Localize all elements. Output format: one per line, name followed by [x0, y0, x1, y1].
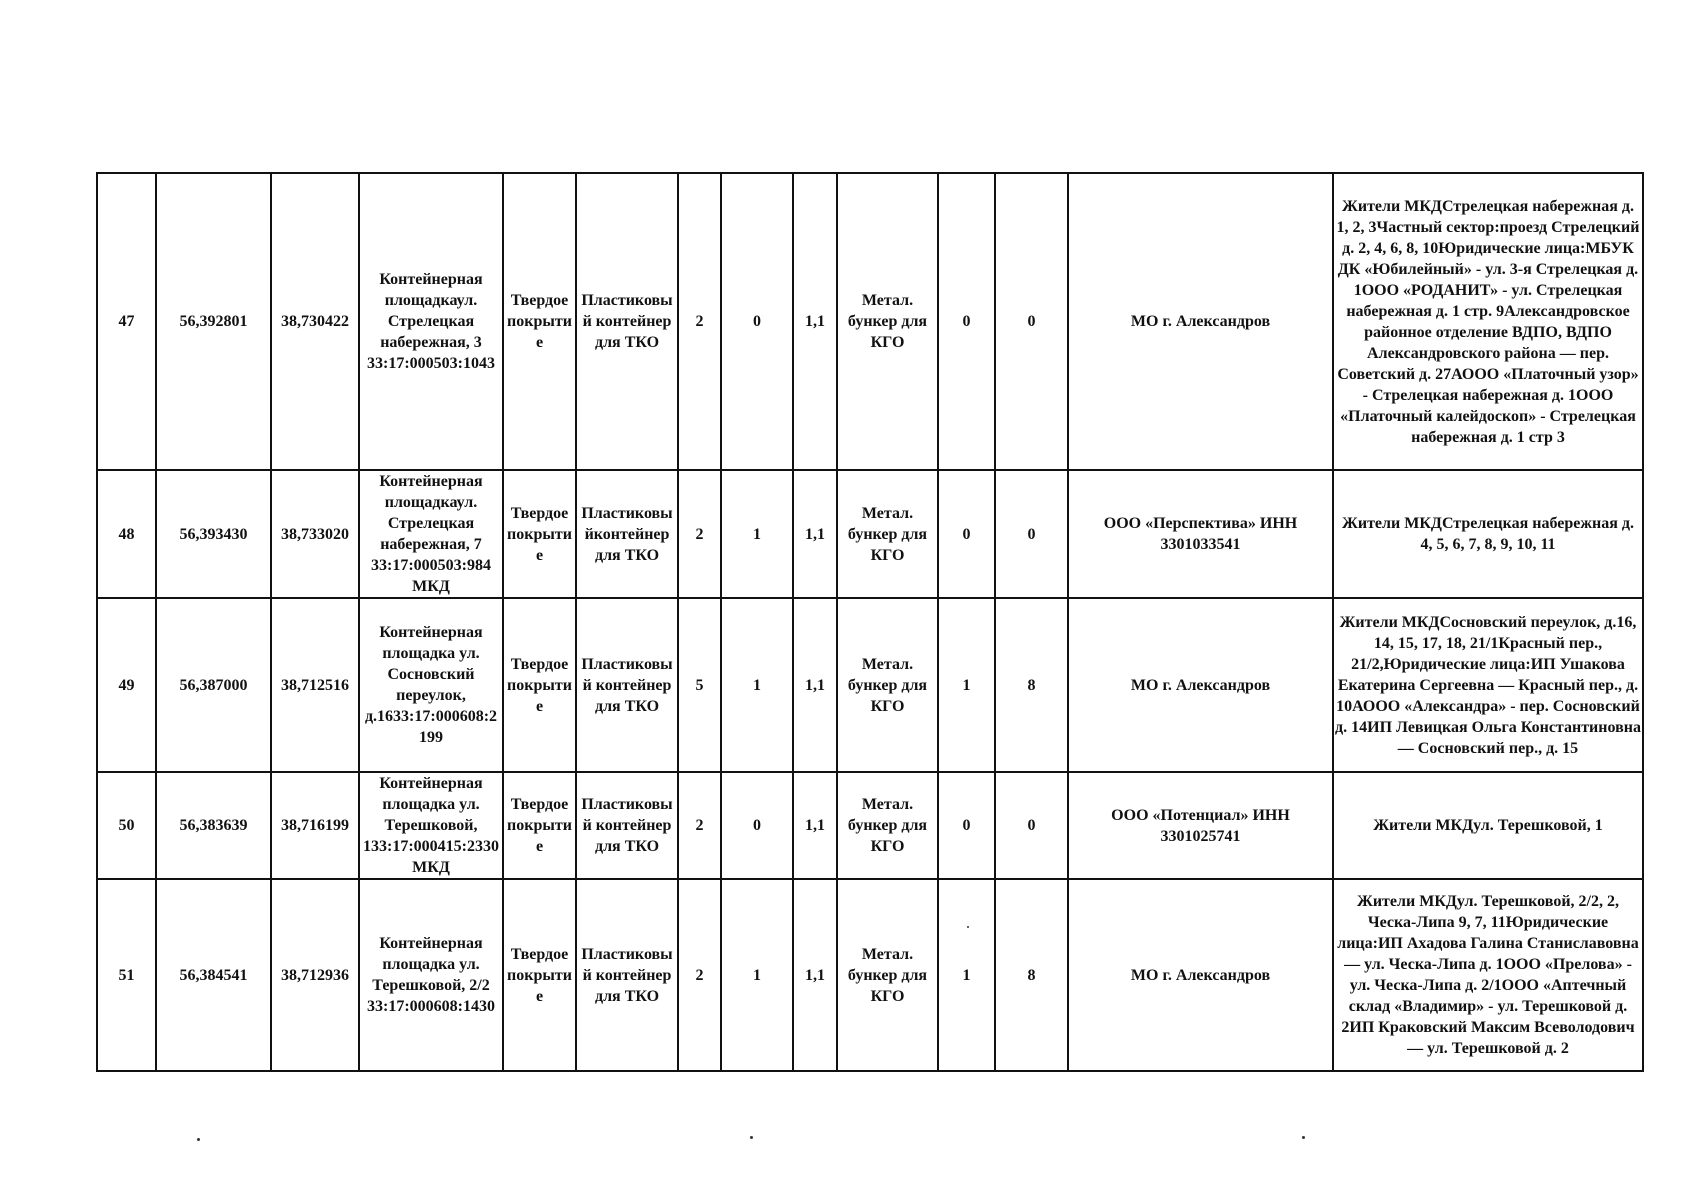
surface-cell: Твердое покрытие	[503, 879, 576, 1071]
bunker-type-cell: Метал. бункер для КГО	[837, 598, 938, 772]
latitude-cell: 56,384541	[156, 879, 271, 1071]
longitude-cell: 38,733020	[271, 470, 359, 598]
container-count-cell: 2	[678, 879, 721, 1071]
volume-cell: 1,1	[793, 772, 837, 879]
surface-cell: Твердое покрытие	[503, 173, 576, 470]
surface-cell: Твердое покрытие	[503, 598, 576, 772]
surface-cell: Твердое покрытие	[503, 470, 576, 598]
latitude-cell: 56,387000	[156, 598, 271, 772]
planned-count-cell: 0	[721, 173, 793, 470]
latitude-cell: 56,383639	[156, 772, 271, 879]
bunker-count-cell: 1	[938, 598, 995, 772]
site-address-cell: Контейнерная площадка ул. Терешковой, 133:17:000415:2330 МКД	[359, 772, 503, 879]
scan-speck	[967, 926, 969, 928]
container-type-cell: Пластиковый контейнер для ТКО	[576, 598, 678, 772]
table-row	[97, 772, 1643, 879]
table-row	[97, 173, 1643, 470]
volume-cell: 1,1	[793, 598, 837, 772]
table-row	[97, 598, 1643, 772]
planned-count-cell: 1	[721, 879, 793, 1071]
container-type-cell: Пластиковыйконтейнер для ТКО	[576, 470, 678, 598]
container-count-cell: 2	[678, 772, 721, 879]
latitude-cell: 56,393430	[156, 470, 271, 598]
volume-cell: 1,1	[793, 879, 837, 1071]
row-number: 47	[97, 173, 156, 470]
waste-sources-cell: Жители МКДул. Терешковой, 2/2, 2, Ческа-Липа 9, 7, 11Юридические лица:ИП Ахадова Галина Станиславовна — ул. Ческа-Липа д. 1ООО «Прелова» - ул. Ческа-Липа д. 2/1ООО «Аптечный склад «Владимир» - ул. Терешковой д. 2ИП Краковский Максим Всеволодович — ул. Терешковой д. 2	[1333, 879, 1643, 1071]
site-address-cell: Контейнерная площадка ул. Терешковой, 2/2 33:17:000608:1430	[359, 879, 503, 1071]
waste-sources-cell: Жители МКДСтрелецкая набережная д. 1, 2, 3Частный сектор:проезд Стрелецкий д. 2, 4, 6, 8, 10Юридические лица:МБУК ДК «Юбилейный» - ул. 3-я Стрелецкая д. 1ООО «РОДАНИТ» - ул. Стрелецкая набережная д. 1 стр. 9Александровское районное отделение ВДПО, ВДПО Александровского района — пер. Советский д. 27АООО «Платочный узор» - Стрелецкая набережная д. 1ООО «Платочный калейдоскоп» - Стрелецкая набережная д. 1 стр 3	[1333, 173, 1643, 470]
planned-count-cell: 1	[721, 598, 793, 772]
bunker-volume-cell: 0	[995, 470, 1068, 598]
scan-speck	[1302, 1136, 1305, 1139]
table-row	[97, 879, 1643, 1071]
owner-cell: МО г. Александров	[1068, 173, 1333, 470]
site-address-cell: Контейнерная площадкаул. Стрелецкая набережная, 3 33:17:000503:1043	[359, 173, 503, 470]
bunker-type-cell: Метал. бункер для КГО	[837, 772, 938, 879]
planned-count-cell: 0	[721, 772, 793, 879]
row-number: 49	[97, 598, 156, 772]
table-row	[97, 470, 1643, 598]
planned-count-cell: 1	[721, 470, 793, 598]
bunker-type-cell: Метал. бункер для КГО	[837, 173, 938, 470]
site-address-cell: Контейнерная площадка ул. Сосновский переулок, д.1633:17:000608:2199	[359, 598, 503, 772]
bunker-volume-cell: 0	[995, 173, 1068, 470]
bunker-type-cell: Метал. бункер для КГО	[837, 879, 938, 1071]
owner-cell: ООО «Потенциал» ИНН 3301025741	[1068, 772, 1333, 879]
row-number: 50	[97, 772, 156, 879]
longitude-cell: 38,712516	[271, 598, 359, 772]
bunker-volume-cell: 8	[995, 879, 1068, 1071]
volume-cell: 1,1	[793, 470, 837, 598]
container-count-cell: 5	[678, 598, 721, 772]
waste-sources-cell: Жители МКДСосновский переулок, д.16, 14, 15, 17, 18, 21/1Красный пер., 21/2,Юридические лица:ИП Ушакова Екатерина Сергеевна — Красный пер., д. 10АООО «Александра» - пер. Сосновский д. 14ИП Левицкая Ольга Константиновна — Сосновский пер., д. 15	[1333, 598, 1643, 772]
longitude-cell: 38,730422	[271, 173, 359, 470]
longitude-cell: 38,716199	[271, 772, 359, 879]
bunker-count-cell: 0	[938, 772, 995, 879]
bunker-volume-cell: 0	[995, 772, 1068, 879]
bunker-type-cell: Метал. бункер для КГО	[837, 470, 938, 598]
owner-cell: МО г. Александров	[1068, 598, 1333, 772]
container-sites-table	[96, 172, 1644, 1072]
owner-cell: ООО «Перспектива» ИНН 3301033541	[1068, 470, 1333, 598]
container-count-cell: 2	[678, 470, 721, 598]
bunker-volume-cell: 8	[995, 598, 1068, 772]
container-type-cell: Пластиковый контейнер для ТКО	[576, 879, 678, 1071]
scan-speck	[197, 1138, 200, 1141]
container-type-cell: Пластиковый контейнер для ТКО	[576, 772, 678, 879]
owner-cell: МО г. Александров	[1068, 879, 1333, 1071]
waste-sources-cell: Жители МКДСтрелецкая набережная д. 4, 5, 6, 7, 8, 9, 10, 11	[1333, 470, 1643, 598]
row-number: 51	[97, 879, 156, 1071]
longitude-cell: 38,712936	[271, 879, 359, 1071]
scan-speck	[750, 1136, 753, 1139]
container-type-cell: Пластиковый контейнер для ТКО	[576, 173, 678, 470]
row-number: 48	[97, 470, 156, 598]
waste-sources-cell: Жители МКДул. Терешковой, 1	[1333, 772, 1643, 879]
bunker-count-cell: 0	[938, 173, 995, 470]
site-address-cell: Контейнерная площадкаул. Стрелецкая набережная, 7 33:17:000503:984 МКД	[359, 470, 503, 598]
bunker-count-cell: 1	[938, 879, 995, 1071]
surface-cell: Твердое покрытие	[503, 772, 576, 879]
volume-cell: 1,1	[793, 173, 837, 470]
bunker-count-cell: 0	[938, 470, 995, 598]
latitude-cell: 56,392801	[156, 173, 271, 470]
container-count-cell: 2	[678, 173, 721, 470]
